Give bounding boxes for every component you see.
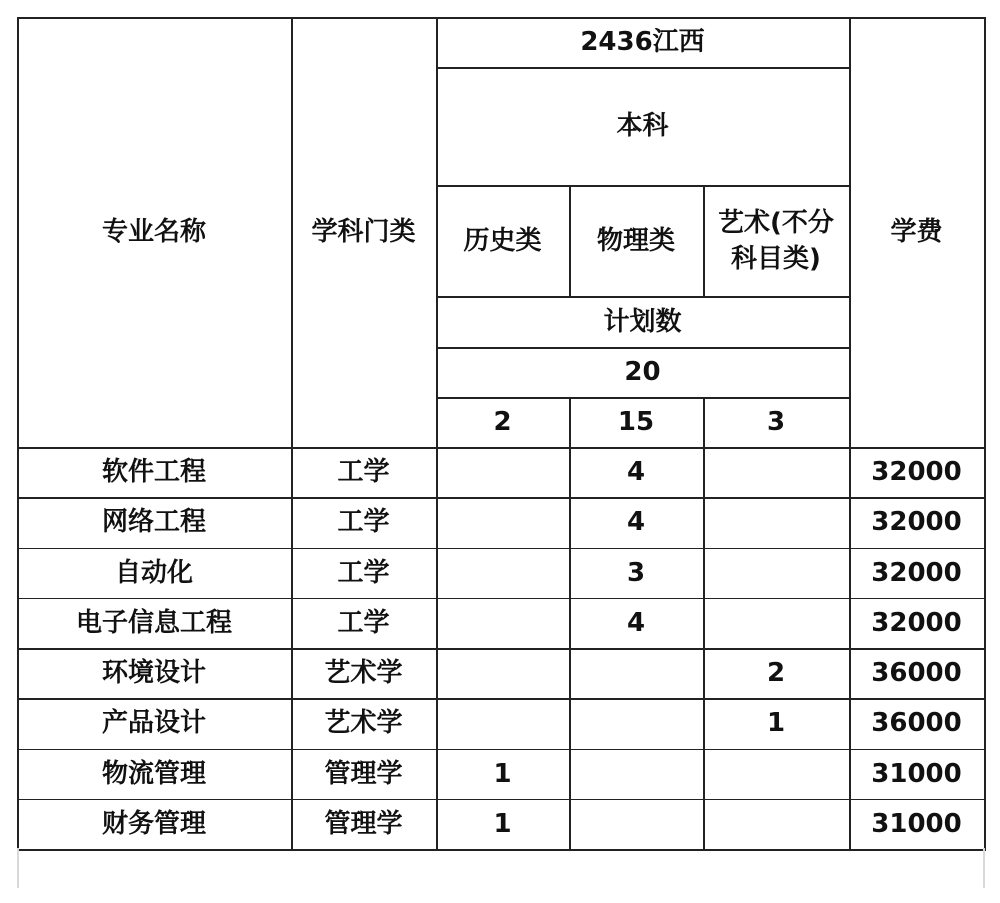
cell-history: [436, 497, 569, 547]
cell-physics: 4: [626, 607, 646, 638]
grid-line-vertical: [703, 397, 705, 851]
cell-discipline: 艺术学: [324, 708, 403, 739]
header-tuition: 学费: [890, 217, 943, 247]
cell-discipline: 工学: [337, 507, 390, 538]
grid-line-horizontal: [17, 447, 986, 449]
cell-tuition: 32000: [871, 557, 962, 588]
cell-major-name: 电子信息工程: [75, 607, 232, 638]
cell-discipline: 艺术学: [324, 658, 403, 689]
cell-tuition: 32000: [871, 507, 962, 538]
header-physics: 物理类: [596, 225, 675, 256]
header-discipline: 学科门类: [311, 217, 416, 247]
cell-discipline: 管理学: [324, 758, 403, 789]
header-plan-total: 20: [624, 357, 661, 387]
grid-line-horizontal: [17, 749, 986, 751]
image-bottom-edge: [17, 848, 19, 888]
cell-tuition: 36000: [871, 708, 962, 739]
cell-physics: 4: [626, 457, 646, 488]
cell-major-name: 软件工程: [101, 457, 206, 488]
header-plan-label: 计划数: [603, 306, 682, 337]
header-level: 本科: [616, 111, 669, 141]
grid-line-horizontal: [436, 67, 851, 69]
cell-history: [436, 447, 569, 497]
cell-art: [703, 548, 849, 598]
cell-history: [436, 648, 569, 698]
grid-line-horizontal: [17, 799, 986, 801]
cell-tuition: 31000: [871, 758, 962, 789]
header-history: 历史类: [463, 225, 542, 256]
cell-major-name: 物流管理: [101, 758, 206, 789]
grid-line-horizontal: [17, 497, 986, 499]
header-art: 艺术(不分 科目类): [718, 207, 834, 274]
cell-physics: [569, 698, 703, 748]
cell-art: [703, 749, 849, 799]
grid-line-horizontal: [436, 296, 851, 298]
cell-tuition: 31000: [871, 808, 962, 839]
cell-art: [703, 497, 849, 547]
grid-line-vertical: [569, 397, 571, 851]
cell-major-name: 环境设计: [101, 658, 206, 689]
cell-discipline: 工学: [337, 607, 390, 638]
cell-major-name: 产品设计: [101, 708, 206, 739]
grid-line-horizontal: [436, 397, 851, 399]
cell-physics: [569, 749, 703, 799]
cell-history: 1: [493, 758, 512, 789]
grid-line-vertical: [436, 17, 438, 851]
cell-art: 1: [766, 708, 786, 739]
cell-art: [703, 799, 849, 849]
cell-physics: 4: [626, 507, 646, 538]
cell-physics: [569, 648, 703, 698]
cell-major-name: 网络工程: [101, 507, 206, 538]
cell-tuition: 32000: [871, 457, 962, 488]
grid-line-horizontal: [17, 698, 986, 700]
grid-line-horizontal: [17, 548, 986, 550]
cell-major-name: 自动化: [114, 557, 193, 588]
grid-line-vertical: [703, 185, 705, 298]
cell-discipline: 工学: [337, 557, 390, 588]
cell-physics: [569, 799, 703, 849]
cell-art: [703, 447, 849, 497]
grid-line-vertical: [849, 17, 851, 851]
grid-line-horizontal: [17, 598, 986, 600]
grid-line-horizontal: [436, 185, 851, 187]
cell-history: [436, 698, 569, 748]
grid-line-horizontal: [17, 648, 986, 650]
grid-line-horizontal: [436, 347, 851, 349]
header-physics-count: 15: [617, 407, 655, 437]
grid-line-vertical: [291, 17, 293, 851]
cell-history: [436, 548, 569, 598]
header-code-region: 2436江西: [580, 27, 705, 57]
cell-art: 2: [766, 658, 786, 689]
header-art-count: 3: [766, 407, 786, 437]
cell-discipline: 管理学: [324, 808, 403, 839]
cell-physics: 3: [626, 557, 646, 588]
image-bottom-edge-right: [983, 848, 985, 888]
grid-line-vertical: [569, 185, 571, 298]
cell-discipline: 工学: [337, 457, 390, 488]
cell-tuition: 36000: [871, 658, 962, 689]
cell-tuition: 32000: [871, 607, 962, 638]
grid-line-horizontal: [17, 17, 986, 19]
grid-line-vertical: [17, 17, 19, 851]
cell-history: [436, 598, 569, 648]
grid-line-horizontal: [17, 849, 986, 851]
header-history-count: 2: [493, 407, 512, 437]
cell-history: 1: [493, 808, 512, 839]
cell-art: [703, 598, 849, 648]
cell-major-name: 财务管理: [101, 808, 206, 839]
grid-line-vertical: [984, 17, 986, 851]
header-major-name: 专业名称: [101, 217, 206, 247]
